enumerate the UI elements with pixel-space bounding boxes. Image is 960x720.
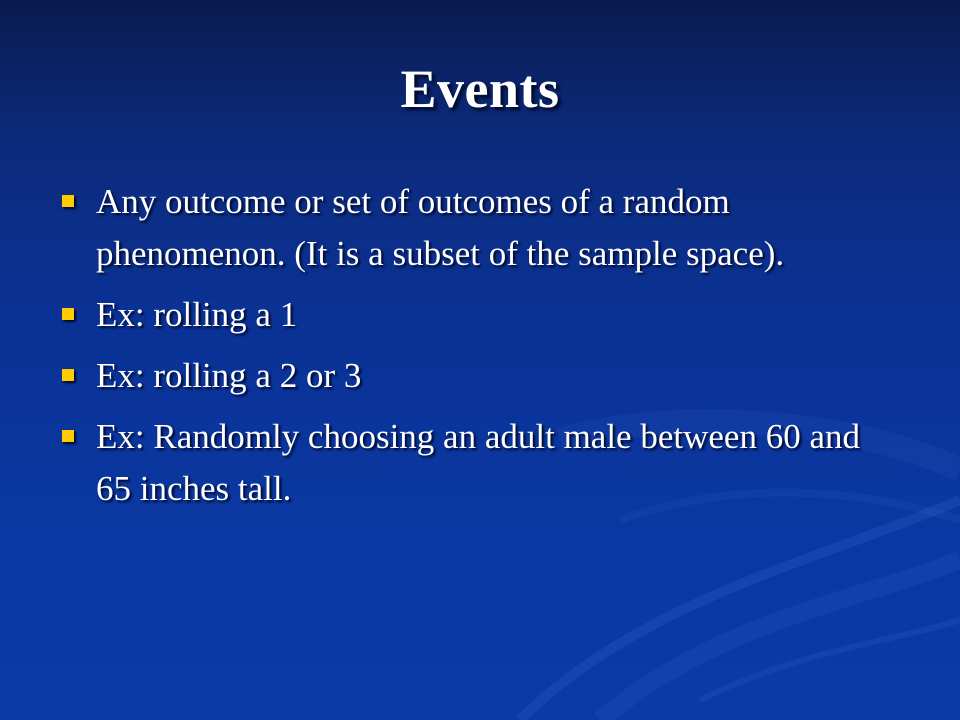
bullet-item-example-2 <box>60 350 900 402</box>
square-bullet-icon <box>62 195 74 207</box>
bullet-text: Ex: Randomly choosing an adult male between 60 and 65 inches tall. <box>96 417 860 508</box>
square-bullet-icon <box>62 430 74 442</box>
bullet-text: Ex: rolling a 2 or 3 <box>96 356 362 395</box>
bullet-item-example-1 <box>60 289 900 341</box>
bullet-text: Any outcome or set of outcomes of a random phenomenon. (It is a subset of the sample space). <box>96 182 785 273</box>
bullet-item-definition <box>60 176 900 280</box>
bullet-text: Ex: rolling a 1 <box>96 295 298 334</box>
slide-title: Events <box>400 59 560 119</box>
square-bullet-icon <box>62 369 74 381</box>
bullet-item-example-3 <box>60 411 900 515</box>
bullet-list <box>60 176 900 524</box>
square-bullet-icon <box>62 308 74 320</box>
